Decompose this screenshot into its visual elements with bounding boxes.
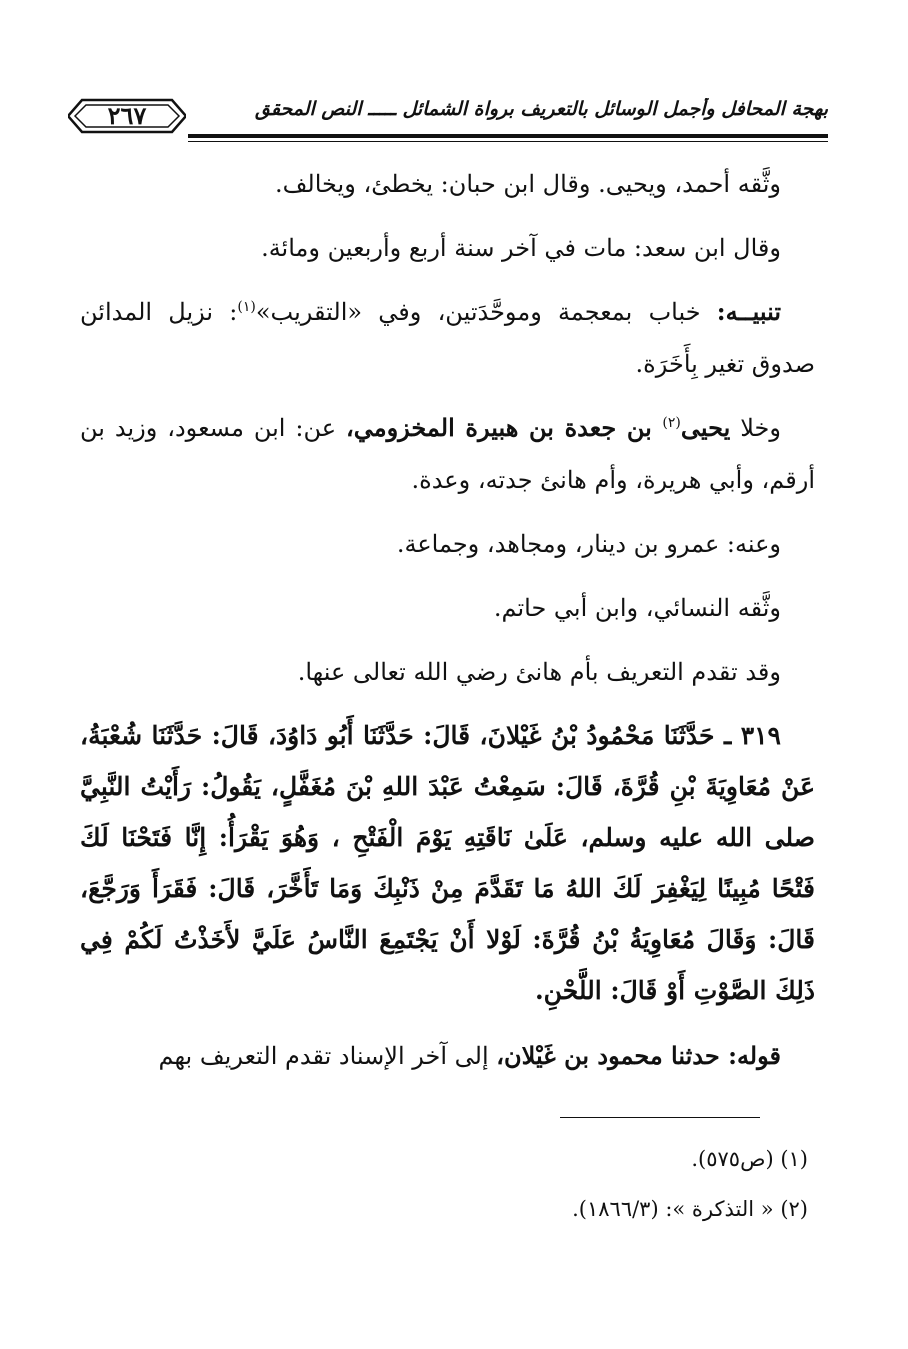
hadith-text: حَدَّثَنَا مَحْمُودُ بْنُ غَيْلانَ، قَالَ: حَدَّثَنَا أَبُو دَاوُدَ، قَالَ: حَدَّثَنَا شُعْبَةُ، عَنْ مُعَاوِيَةَ بْنِ قُرَّةَ، قَالَ: سَمِعْتُ عَبْدَ اللهِ بْنَ مُغَفَّلٍ، يَقُولُ: رَأَيْتُ النَّبِيَّ صلى الله عليه وسلم، عَلَىٰ نَاقَتِهِ يَوْمَ الْفَتْحِ ، وَهُوَ يَقْرَأُ: إِنَّا فَتَحْنَا لَكَ فَتْحًا مُبِينًا لِيَغْفِرَ لَكَ اللهُ مَا تَقَدَّمَ مِنْ ذَنْبِكَ وَمَا تَأَخَّرَ، قَالَ: فَقَرَأَ وَرَجَّعَ، قَالَ: وَقَالَ مُعَاوِيَةُ بْنُ قُرَّةَ: لَوْلا أَنْ يَجْتَمِعَ النَّاسُ عَلَيَّ لأَخَذْتُ لَكُمْ فِي ذَلِكَ الصَّوْتِ أَوْ قَالَ: اللَّحْنِ. xyxy=(80,721,815,1005)
paragraph-commentary xyxy=(80,1030,815,1082)
narrator-name-rest: بن جعدة بن هبيرة المخزومي، xyxy=(345,413,663,442)
main-text xyxy=(80,158,815,1094)
paragraph: وثَّقه أحمد، ويحيى. وقال ابن حبان: يخطئ، ويخالف. xyxy=(274,170,781,198)
paragraph: وثَّقه النسائي، وابن أبي حاتم. xyxy=(493,594,781,622)
notice-label: تنبيــه: xyxy=(716,297,781,326)
paragraph: وقال ابن سعد: مات في آخر سنة أربع وأربعين ومائة. xyxy=(261,234,781,262)
hadith-paragraph xyxy=(80,710,815,1016)
footnote-ref: (٢) xyxy=(662,415,681,431)
footnotes xyxy=(80,1134,808,1234)
notice-text-rest: : نزيل المدائن صدوق تغير بِأَخَرَة. xyxy=(80,298,815,378)
narrator-name: يحيى xyxy=(680,413,731,442)
paragraph: وعنه: عمرو بن دينار، ومجاهد، وجماعة. xyxy=(396,530,781,558)
notice-text: خباب بمعجمة وموحَّدَتين، وفي «التقريب» xyxy=(255,298,717,326)
page-header xyxy=(62,92,828,148)
header-rule-thin xyxy=(188,141,828,142)
paragraph-notice xyxy=(80,286,815,390)
narrator-text: عن: ابن مسعود، وزيد بن أرقم، وأبي هريرة، وأم هانئ جدته، وعدة. xyxy=(80,414,815,494)
commentary-lead: قوله: حدثنا محمود بن غَيْلان، xyxy=(496,1041,781,1070)
paragraph-narrator xyxy=(80,402,815,506)
commentary-text: إلى آخر الإسناد تقدم التعريف بهم xyxy=(158,1042,497,1070)
page-number-badge xyxy=(68,96,186,136)
footnote: (١) (ص٥٧٥). xyxy=(691,1147,808,1171)
narrator-lead: وخلا xyxy=(730,414,781,442)
footnote-separator xyxy=(560,1117,760,1118)
paragraph: وقد تقدم التعريف بأم هانئ رضي الله تعالى عنها. xyxy=(297,658,781,686)
page-number: ٢٦٧ xyxy=(107,101,147,130)
running-title: بهجة المحافل وأجمل الوسائل بالتعريف برواة الشمائل ـــــ النص المحقق xyxy=(255,98,828,120)
footnote: (٢) « التذكرة »: (١٨٦٦/٣). xyxy=(572,1197,808,1221)
footnote-ref: (١) xyxy=(237,299,256,315)
header-rule xyxy=(188,134,828,138)
hadith-number: ٣١٩ ـ xyxy=(723,721,781,750)
